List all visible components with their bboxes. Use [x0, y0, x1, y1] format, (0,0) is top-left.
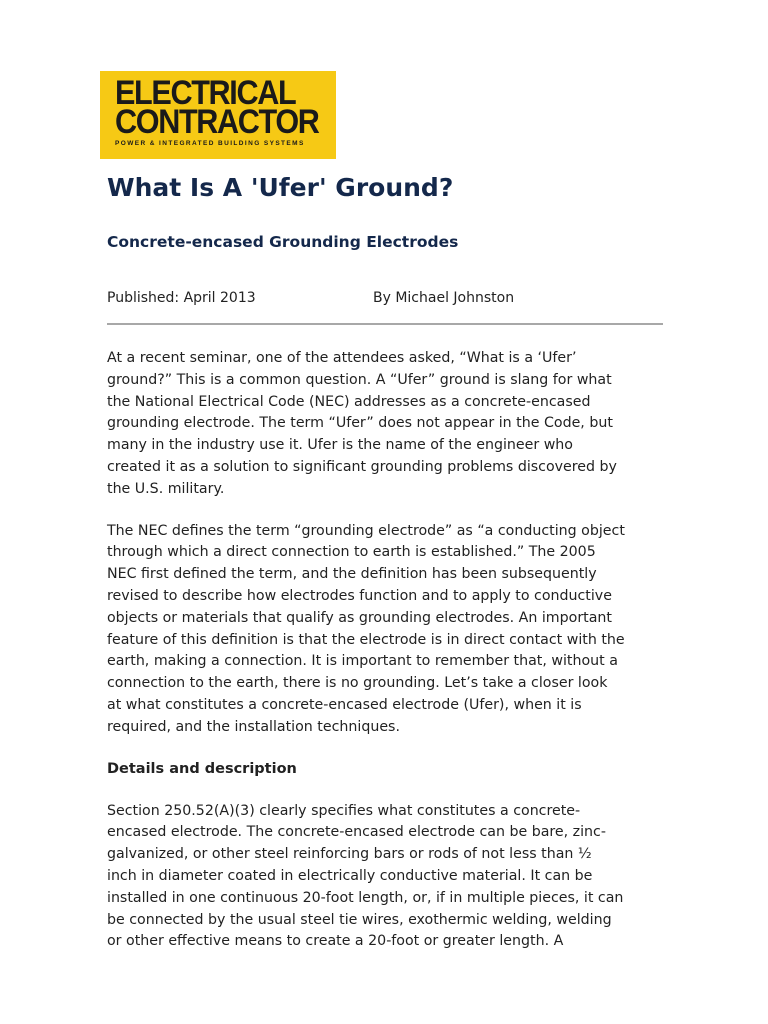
logo-line-2: CONTRACTOR [115, 103, 319, 141]
author-byline: By Michael Johnston [373, 290, 515, 306]
article-body [107, 348, 663, 973]
published-date: Published: April 2013 [107, 290, 256, 306]
body-paragraph-2: The NEC defines the term “grounding electrode” as “a conducting object through which a direct connection to earth is established.” The 2005 NEC first defined the term, and the definition has been subsequently revised to describe how electrodes function and to apply to conductive objects or materials that qualify as grounding electrodes. An important feature of this definition is that the electrode is in direct contact with the earth, making a connection. It is important to remember that, without a connection to the earth, there is no grounding. Let’s take a closer look at what constitutes a concrete-encased electrode (Ufer), when it is required, and the installation techniques. [107, 522, 625, 735]
logo-line-1: ELECTRICAL [115, 74, 296, 112]
logo-tagline: POWER & INTEGRATED BUILDING SYSTEMS [115, 140, 305, 147]
body-paragraph-1: At a recent seminar, one of the attendees asked, “What is a ‘Ufer’ ground?” This is a common question. A “Ufer” ground is slang for what the National Electrical Code (NEC) addresses as a concrete-encased grounding electrode. The term “Ufer” does not appear in the Code, but many in the industry use it. Ufer is the name of the engineer who created it as a solution to significant grounding problems discovered by the U.S. military. [107, 350, 617, 497]
article-subtitle: Concrete-encased Grounding Electrodes [107, 233, 459, 251]
section-heading: Details and description [107, 760, 297, 777]
section-paragraph: Section 250.52(A)(3) clearly specifies what constitutes a concrete- encased electrode. The concrete-encased electrode can be bare, zinc- galvanized, or other steel reinforcing bars or rods of not less than ½ inch in diameter coated in electrically conductive material. It can be installed in one continuous 20-foot length, or, if in multiple pieces, it can be connected by the usual steel tie wires, exothermic welding, welding or other effective means to create a 20-foot or greater length. A [107, 802, 624, 950]
electrical-contractor-logo [100, 71, 336, 159]
article-meta [107, 290, 663, 306]
article-title: What Is A 'Ufer' Ground? [107, 173, 454, 202]
divider-rule [107, 323, 663, 325]
